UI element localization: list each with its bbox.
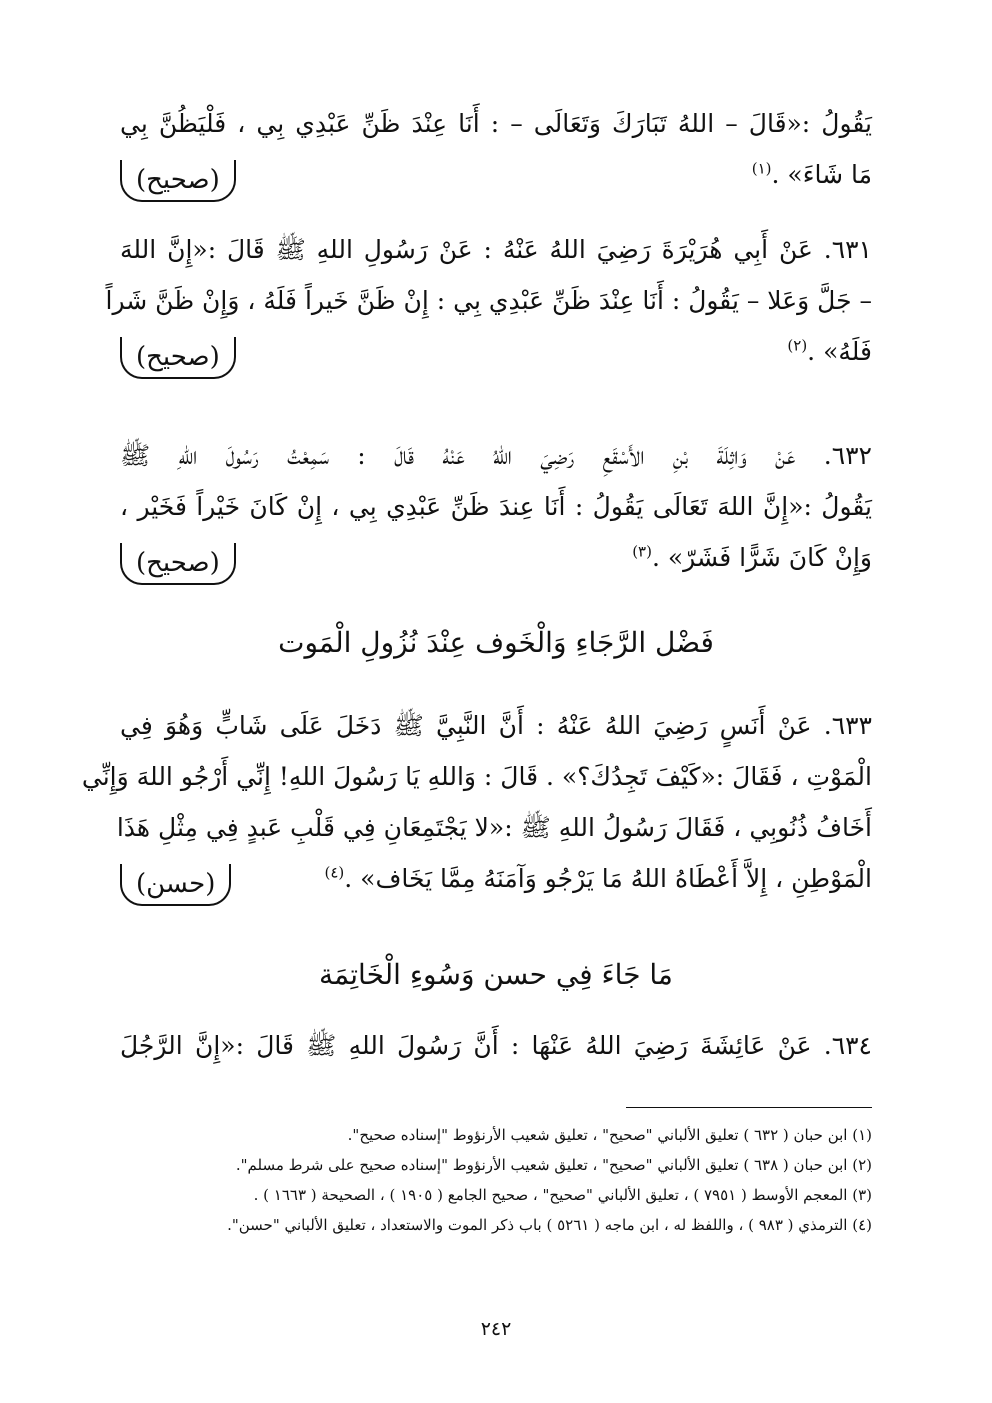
text-line: يَقُولُ :«إِنَّ اللهَ تَعَالَى يَقُولُ : أَنَا عِندَ ظَنِّ عَبْدِي بِي ، إِنْ كَانَ خَيْراً فَخَيْر ، bbox=[120, 492, 872, 521]
footnote-separator bbox=[626, 1107, 872, 1108]
text-line: الْمَوْطِنِ ، إِلاَّ أَعْطَاهُ اللهُ مَا يَرْجُو وَآمَنَهُ مِمَّا يَخَاف» .$^{(٤)}$ bbox=[324, 863, 872, 893]
footnote-1: (١) ابن حبان ( ٦٣٢ ) تعليق الألباني "صحيح" ، تعليق شعيب الأرنؤوط "إسناده صحيح". bbox=[347, 1126, 872, 1144]
hadith-632 bbox=[120, 430, 872, 583]
text-line: مَا شَاءَ» .$^{(١)}$ bbox=[751, 159, 872, 189]
page-number: ٢٤٢ bbox=[480, 1318, 512, 1340]
footnote-ref[interactable]: (٣) bbox=[632, 542, 652, 561]
footnote-4: (٤) الترمذي ( ٩٨٣ ) ، واللفظ له ، ابن ماجه ( ٥٢٦١ ) باب ذكر الموت والاستعداد ، تعليق الألباني "حسن". bbox=[227, 1216, 872, 1234]
footnote-ref[interactable]: (١) bbox=[751, 159, 772, 178]
text-line: أَخَافُ ذُنُوبِي ، فَقَالَ رَسُولُ اللهِ ﷺ :«لا يَجْتَمِعَانِ فِي قَلْبِ عَبدٍ فِي مِثْلِ هَذَا bbox=[116, 813, 872, 842]
section-heading: فَضْل الرَّجَاءِ وَالْخَوف عِنْدَ نُزُولِ الْمَوت bbox=[278, 626, 714, 659]
hadith-631 bbox=[105, 224, 872, 377]
text-line: ٦٣٢. عَنْ وَاثِلَةَ بْنِ الأَسْقَعِ رَضِيَ اللهُ عَنْهُ قَالَ : سَمِعْتُ رَسُولَ اللهِ ﷺ bbox=[120, 441, 872, 470]
footnote-2: (٢) ابن حبان ( ٦٣٨ ) تعليق الألباني "صحيح" ، تعليق شعيب الأرنؤوط "إسناده صحيح على شرط مسلم". bbox=[235, 1156, 872, 1174]
section-heading: مَا جَاءَ فِي حسن وَسُوءِ الْخَاتِمَة bbox=[319, 958, 673, 991]
grade-label: (صحيح) bbox=[120, 337, 236, 379]
text-line: ٦٣٣. عَنْ أَنَسٍ رَضِيَ اللهُ عَنْهُ : أَنَّ النَّبِيَّ ﷺ دَخَلَ عَلَى شَابٍّ وَهُوَ فِي bbox=[120, 711, 872, 740]
footnotes bbox=[120, 1120, 872, 1240]
footnote-3: (٣) المعجم الأوسط ( ٧٩٥١ ) ، تعليق الألباني "صحيح" ، صحيح الجامع ( ١٩٠٥ ) ، الصحيحة ( ١٦٦٣ ) . bbox=[253, 1186, 872, 1204]
text-line: ٦٣١. عَنْ أَبِي هُرَيْرَةَ رَضِيَ اللهُ عَنْهُ : عَنْ رَسُولِ اللهِ ﷺ قَالَ :«إِنَّ اللهَ bbox=[120, 235, 872, 264]
grade-label: (صحيح) bbox=[120, 160, 236, 202]
footnote-ref[interactable]: (٢) bbox=[787, 336, 808, 355]
text-line: يَقُولُ :«قَالَ – اللهُ تَبَارَكَ وَتَعَالَى – : أَنَا عِنْدَ ظَنِّ عَبْدِي بِي ، فَلْيَظُنَّ بِي bbox=[120, 109, 872, 138]
hadith-continuation bbox=[120, 98, 872, 200]
text-line: ٦٣٤. عَنْ عَائِشَةَ رَضِيَ اللهُ عَنْهَا : أَنَّ رَسُولَ اللهِ ﷺ قَالَ :«إِنَّ الرَّجُلَ bbox=[120, 1031, 872, 1060]
text-line: فَلَهُ» .$^{(٢)}$ bbox=[787, 336, 872, 366]
text-line: الْمَوْتِ ، فَقَالَ :«كَيْفَ تَجِدُكَ؟» . قَالَ : وَاللهِ يَا رَسُولَ اللهِ! إِنِّي أَرْجُو اللهَ وَإِنِّي bbox=[81, 762, 872, 791]
footnote-ref[interactable]: (٤) bbox=[324, 863, 345, 882]
text-line: – جَلَّ وَعَلا – يَقُولُ : أَنَا عِنْدَ ظَنِّ عَبْدِي بِي : إِنْ ظَنَّ خَيراً فَلَهُ ، وَإِنْ ظَنَّ شَراً bbox=[105, 286, 872, 315]
text-line: وَإِنْ كَانَ شَرًّا فَشَرّ» .$^{(٣)}$ bbox=[632, 542, 872, 572]
hadith-633 bbox=[81, 700, 872, 904]
hadith-634 bbox=[120, 1020, 872, 1071]
grade-label: (حسن) bbox=[120, 864, 231, 906]
grade-label: (صحيح) bbox=[120, 543, 236, 585]
